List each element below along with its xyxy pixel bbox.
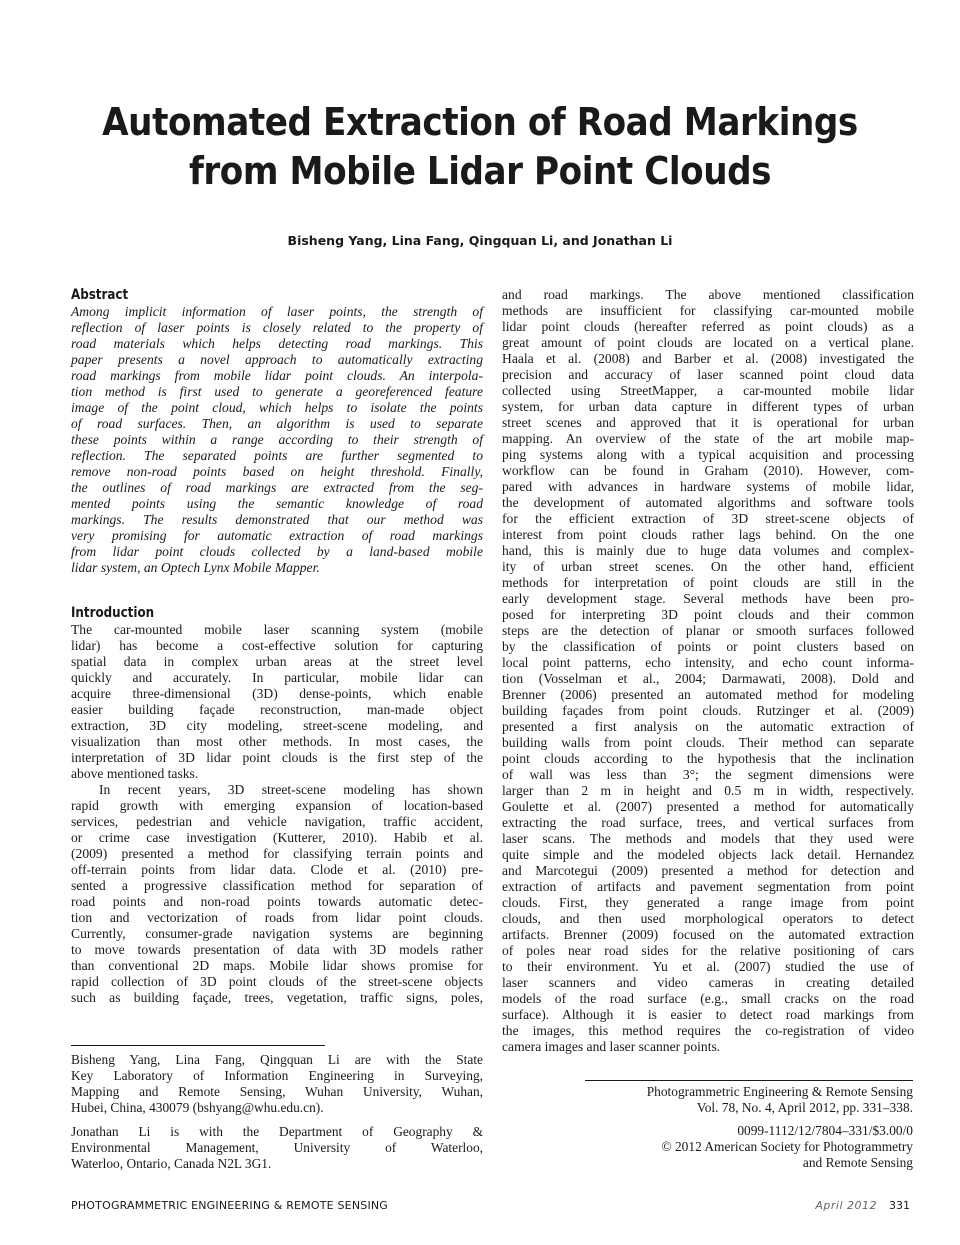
footnote-line: Key Laboratory of Information Engineering in Surveying,	[71, 1068, 483, 1083]
body-line: laser scanners and video cameras in creating detailed	[502, 975, 914, 990]
body-line: pared with advances in hardware systems of mobile lidar,	[502, 479, 914, 494]
intro-line: quickly and accurately. In particular, mobile lidar can	[71, 670, 483, 685]
body-line: larger than 2 m in height and 0.5 m in width, respectively.	[502, 783, 914, 798]
abstract-line: image of the point cloud, which helps to isolate the points	[71, 400, 483, 415]
body-line: the development of automated algorithms and software tools	[502, 495, 914, 510]
body-line: collected using StreetMapper, a car-mounted mobile lidar	[502, 383, 914, 398]
footnote-affiliation-1	[71, 1052, 483, 1116]
body-line: great amount of point clouds are located on a vertical plane.	[502, 335, 914, 350]
running-footer-page-info	[815, 1199, 910, 1212]
body-line: building walls from point clouds. Their method can separate	[502, 735, 914, 750]
intro-line: rapid collection of 3D point clouds of the street-scene objects	[71, 974, 483, 989]
copyright-line: © 2012 American Society for Photogrammetry	[661, 1139, 913, 1154]
intro-line: road points and non-road points towards automatic detec-	[71, 894, 483, 909]
body-line: ping systems along with a typical acquisition and processing	[502, 447, 914, 462]
body-line: extracting the road surface, trees, and vertical surfaces from	[502, 815, 914, 830]
body-line: building façades from point clouds. Rutzinger et al. (2009)	[502, 703, 914, 718]
intro-line: lidar) has become a cost-effective solution for capturing	[71, 638, 483, 653]
abstract-line: the outlines of road markings are extracted from the seg-	[71, 480, 483, 495]
body-line: extraction of artifacts and pavement segmentation from point	[502, 879, 914, 894]
body-line: the images, this method requires the co-registration of video	[502, 1023, 914, 1038]
body-line: by the classification of points or point clusters based on	[502, 639, 914, 654]
body-line: mapping. An overview of the state of the art mobile map-	[502, 431, 914, 446]
intro-line: rapid growth with emerging expansion of location-based	[71, 798, 483, 813]
body-line: of wall was less than 3°; the segment dimensions were	[502, 767, 914, 782]
abstract-line: these points within a range according to their strength of	[71, 432, 483, 447]
abstract-line: remove non-road points based on height threshold. Finally,	[71, 464, 483, 479]
body-line: lidar point clouds (hereafter referred as point clouds) as a	[502, 319, 914, 334]
citation-line: Photogrammetric Engineering & Remote Sensing	[646, 1084, 913, 1099]
footnote-rule	[71, 1045, 325, 1046]
intro-line: or crime case investigation (Kutterer, 2010). Habib et al.	[71, 830, 483, 845]
intro-line: off-terrain points from lidar data. Clode et al. (2010) pre-	[71, 862, 483, 877]
journal-citation	[583, 1084, 913, 1116]
body-line: methods for interpretation of point clouds are still in the	[502, 575, 914, 590]
abstract-line: mented points using the semantic knowledge of road	[71, 496, 483, 511]
intro-line: above mentioned tasks.	[71, 766, 199, 781]
abstract-line: very promising for automatic extraction of road markings	[71, 528, 483, 543]
body-line: steps are the detection of planar or smooth surfaces followed	[502, 623, 914, 638]
citation-rule	[585, 1080, 913, 1081]
intro-line: In recent years, 3D street-scene modeling has shown	[99, 782, 483, 797]
body-line: posed for interpreting 3D point clouds and their common	[502, 607, 914, 622]
intro-line: than conventional 2D maps. Mobile lidar shows promise for	[71, 958, 483, 973]
intro-line: The car-mounted mobile laser scanning system (mobile	[71, 622, 483, 637]
intro-line: extraction, 3D city modeling, street-scene modeling, and	[71, 718, 483, 733]
abstract-line: reflection of laser points is closely related to the property of	[71, 320, 483, 335]
intro-line: sented a progressive classification method for separation of	[71, 878, 483, 893]
body-line: interest from point clouds rather lags behind. On the one	[502, 527, 914, 542]
paper-title	[84, 98, 876, 196]
body-line: Haala et al. (2008) and Barber et al. (2008) investigated the	[502, 351, 914, 366]
title-line-1: Automated Extraction of Road Markings	[102, 100, 858, 144]
body-line: street scenes and approved that it is operational for urban	[502, 415, 914, 430]
author-list: Bisheng Yang, Lina Fang, Qingquan Li, and Jonathan Li	[287, 233, 673, 248]
body-line: clouds. First, they generated a range image from point	[502, 895, 914, 910]
intro-line: spatial data in complex urban areas at the street level	[71, 654, 483, 669]
body-line: precision and accuracy of laser scanned point cloud data	[502, 367, 914, 382]
intro-line: visualization than most other methods. In most cases, the	[71, 734, 483, 749]
body-line: and Marcotegui (2009) presented a method for detection and	[502, 863, 914, 878]
abstract-line: paper presents a novel approach to automatically extracting	[71, 352, 483, 367]
abstract-line: Among implicit information of laser points, the strength of	[71, 304, 483, 319]
body-line: and road markings. The above mentioned classification	[502, 287, 914, 302]
body-line: for the efficient extraction of 3D street-scene objects of	[502, 511, 914, 526]
body-line: hand, this is mainly due to huge data volumes and complex-	[502, 543, 914, 558]
body-line: workflow can be found in Graham (2010). However, com-	[502, 463, 914, 478]
introduction-para-1	[71, 622, 483, 782]
footnote-line: Mapping and Remote Sensing, Wuhan University, Wuhan,	[71, 1084, 483, 1099]
footnote-line: Waterloo, Ontario, Canada N2L 3G1.	[71, 1156, 272, 1171]
intro-line: acquire three-dimensional (3D) dense-points, which enable	[71, 686, 483, 701]
body-line: point clouds according to the hypothesis that the inclination	[502, 751, 914, 766]
introduction-heading: Introduction	[71, 605, 155, 621]
abstract-line: road materials which helps detecting road markings. This	[71, 336, 483, 351]
body-line: local point patterns, echo intensity, and echo count informa-	[502, 655, 914, 670]
copyright-line: and Remote Sensing	[802, 1155, 913, 1170]
body-line: methods are insufficient for classifying car-mounted mobile	[502, 303, 914, 318]
body-line: surface). Although it is easier to detect road markings from	[502, 1007, 914, 1022]
footnote-line: Environmental Management, University of Waterloo,	[71, 1140, 483, 1155]
abstract-line: from lidar point clouds collected by a land-based mobile	[71, 544, 483, 559]
footnote-line: Jonathan Li is with the Department of Geography &	[71, 1124, 483, 1139]
footnote-line: Hubei, China, 430079 (bshyang@whu.edu.cn).	[71, 1100, 324, 1115]
running-footer-journal: PHOTOGRAMMETRIC ENGINEERING & REMOTE SENSING	[71, 1199, 389, 1212]
intro-line: services, pedestrian and vehicle navigation, traffic accident,	[71, 814, 483, 829]
introduction-para-2	[71, 782, 483, 1006]
abstract-line: reflection. The separated points are further segmented to	[71, 448, 483, 463]
body-line: tion (Vosselman et al., 2004; Darmawati, 2008). Dold and	[502, 671, 914, 686]
abstract-line: road markings from mobile lidar point clouds. An interpola-	[71, 368, 483, 383]
body-line: artifacts. Brenner (2009) focused on the automated extraction	[502, 927, 914, 942]
footer-date: April 2012	[815, 1199, 877, 1212]
abstract-line: tion method is first used to generate a georeferenced feature	[71, 384, 483, 399]
citation-line: Vol. 78, No. 4, April 2012, pp. 331–338.	[696, 1100, 913, 1115]
right-column-body	[502, 287, 914, 1055]
body-line: system, for urban data capture in different types of urban	[502, 399, 914, 414]
body-line: clouds, and then used morphological operators to detect	[502, 911, 914, 926]
abstract-line: lidar system, an Optech Lynx Mobile Mapper.	[71, 560, 320, 575]
footnote-affiliation-2	[71, 1124, 483, 1172]
body-line: camera images and laser scanner points.	[502, 1039, 721, 1054]
body-line: to their environment. Yu et al. (2007) studied the use of	[502, 959, 914, 974]
body-line: Brenner (2006) presented an automated method for modeling	[502, 687, 914, 702]
body-line: models of the road surface (e.g., small cracks on the road	[502, 991, 914, 1006]
body-line: laser scans. The methods and models that they used were	[502, 831, 914, 846]
footnote-line: Bisheng Yang, Lina Fang, Qingquan Li are with the State	[71, 1052, 483, 1067]
intro-line: Currently, consumer-grade navigation systems are beginning	[71, 926, 483, 941]
title-line-2: from Mobile Lidar Point Clouds	[188, 149, 772, 193]
intro-line: (2009) presented a method for classifying terrain points and	[71, 846, 483, 861]
body-line: quite simple and the modeled objects lack detail. Hernandez	[502, 847, 914, 862]
intro-line: easier building façade reconstruction, man-made object	[71, 702, 483, 717]
abstract-line: of road surfaces. Then, an algorithm is used to separate	[71, 416, 483, 431]
body-line: presented a first analysis on the automatic extraction of	[502, 719, 914, 734]
intro-line: tion and vectorization of roads from lidar point clouds.	[71, 910, 483, 925]
body-line: early development stage. Several methods have been pro-	[502, 591, 914, 606]
abstract-body	[71, 304, 483, 576]
intro-line: interpretation of 3D lidar point clouds is the first step of the	[71, 750, 483, 765]
body-line: ity of urban street scenes. On the other hand, efficient	[502, 559, 914, 574]
body-line: of poles near road sides for the relative positioning of cars	[502, 943, 914, 958]
abstract-line: markings. The results demonstrated that our method was	[71, 512, 483, 527]
intro-line: to move towards presentation of data with 3D models rather	[71, 942, 483, 957]
copyright-line: 0099-1112/12/7804–331/$3.00/0	[737, 1123, 913, 1138]
page-number: 331	[889, 1199, 910, 1212]
abstract-heading: Abstract	[71, 287, 129, 303]
body-line: Goulette et al. (2007) presented a method for automatically	[502, 799, 914, 814]
intro-line: such as building façade, trees, vegetation, traffic signs, poles,	[71, 990, 483, 1005]
copyright-block	[583, 1123, 913, 1171]
